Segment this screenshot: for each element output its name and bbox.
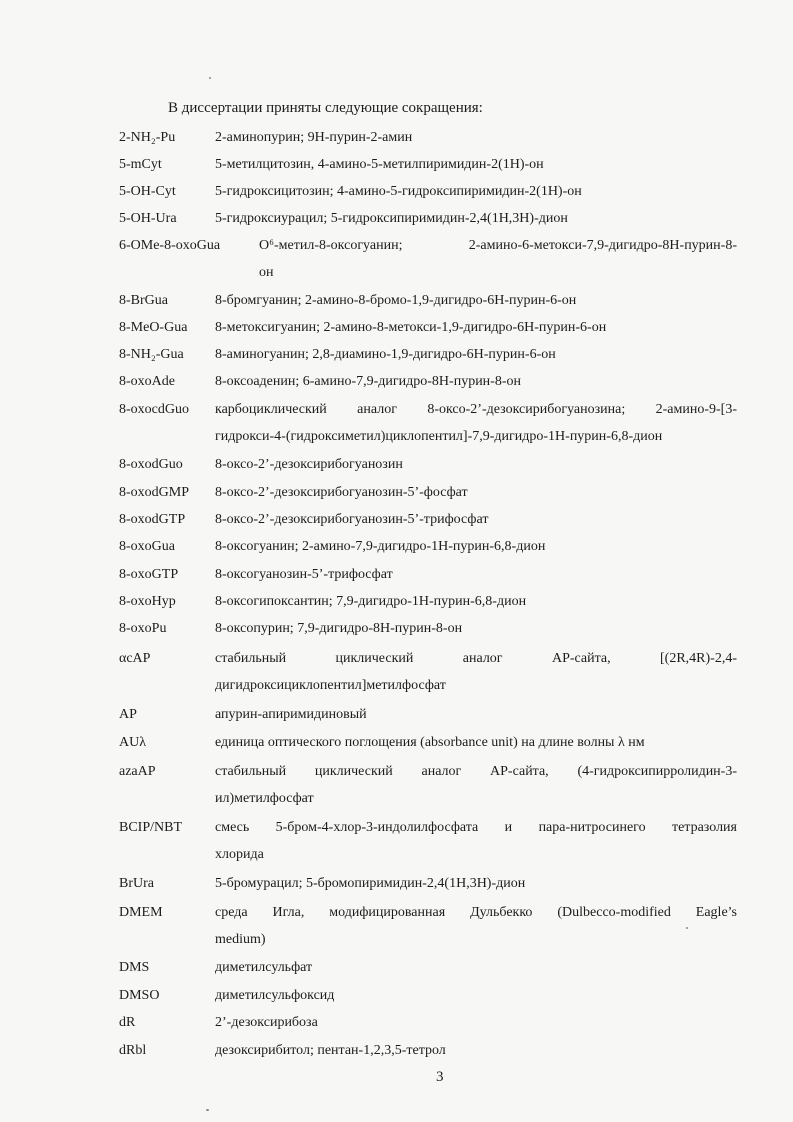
abbreviation-definition: 2’-дезоксирибоза	[215, 1015, 318, 1030]
abbreviation-term: 8-oxoHyp	[119, 594, 176, 609]
abbreviation-term: BrUra	[119, 876, 154, 891]
abbreviation-term: 8-oxodGMP	[119, 485, 190, 500]
scan-speck	[686, 927, 688, 929]
abbreviation-term: 6-OMe-8-oxoGua	[119, 238, 221, 253]
abbreviation-definition: апурин-апиримидиновый	[215, 707, 367, 722]
definition-continuation: ил)метилфосфат	[215, 791, 314, 806]
definition-line: O⁶-метил-8-оксогуанин; 2-амино-6-метокси-7,9-дигидро-8H-пурин-8-	[259, 238, 737, 253]
abbreviation-term: dRbl	[119, 1043, 147, 1058]
definition-continuation: medium)	[215, 932, 266, 947]
abbreviation-term: AUλ	[119, 735, 147, 750]
page-number: 3	[436, 1069, 444, 1085]
abbreviation-term: αcAP	[119, 651, 151, 666]
definition-continuation: гидрокси-4-(гидроксиметил)циклопентил]-7,9-дигидро-1H-пурин-6,8-дион	[215, 429, 663, 444]
abbreviation-term: azaAP	[119, 764, 156, 779]
abbreviation-definition: дезоксирибитол; пентан-1,2,3,5-тетрол	[215, 1043, 446, 1058]
abbreviation-definition: 8-бромгуанин; 2-амино-8-бромо-1,9-дигидро-6H-пурин-6-он	[215, 293, 577, 308]
definition-continuation: хлорида	[215, 847, 264, 862]
abbreviation-definition: 8-оксогипоксантин; 7,9-дигидро-1H-пурин-6,8-дион	[215, 594, 527, 609]
abbreviation-term: AP	[119, 707, 137, 722]
abbreviation-definition	[215, 396, 737, 450]
abbreviation-definition: диметилсульфоксид	[215, 988, 335, 1003]
scan-speck	[206, 1109, 209, 1111]
abbreviation-term: 8-oxoGTP	[119, 567, 179, 582]
definition-continuation: дигидроксициклопентил]метилфосфат	[215, 678, 446, 693]
abbreviation-definition: 8-оксо-2’-дезоксирибогуанозин-5’-фосфат	[215, 485, 468, 500]
abbreviation-term: 8-NH₂-Gua	[119, 347, 184, 362]
abbreviation-term: 8-oxodGTP	[119, 512, 186, 527]
abbreviation-definition: 8-оксопурин; 7,9-дигидро-8H-пурин-8-он	[215, 621, 463, 636]
definition-line: карбоциклический аналог 8-оксо-2’-дезоксирибогуанозина; 2-амино-9-[3-	[215, 402, 737, 417]
abbreviation-definition: 8-оксоаденин; 6-амино-7,9-дигидро-8H-пурин-8-он	[215, 374, 521, 389]
abbreviation-definition: 5-бромурацил; 5-бромопиримидин-2,4(1H,3H)-дион	[215, 876, 526, 891]
abbreviation-definition: 5-гидроксицитозин; 4-амино-5-гидроксипиримидин-2(1H)-он	[215, 184, 582, 199]
abbreviation-definition: диметилсульфат	[215, 960, 313, 975]
abbreviation-term: BCIP/NBT	[119, 820, 183, 835]
abbreviation-definition: 5-метилцитозин, 4-амино-5-метилпиримидин-2(1H)-он	[215, 157, 544, 172]
abbreviation-definition	[259, 232, 737, 286]
abbreviation-definition	[215, 899, 737, 953]
abbreviation-definition: 8-оксогуанозин-5’-трифосфат	[215, 567, 393, 582]
abbreviation-term: DMSO	[119, 988, 160, 1003]
abbreviation-definition: 8-аминогуанин; 2,8-диамино-1,9-дигидро-6H-пурин-6-он	[215, 347, 556, 362]
abbreviation-definition	[215, 758, 737, 812]
abbreviation-definition	[215, 645, 737, 699]
abbreviation-term: 8-oxoGua	[119, 539, 175, 554]
abbreviation-term: 8-BrGua	[119, 293, 168, 308]
scan-speck	[209, 77, 211, 79]
abbreviation-term: 2-NH₂-Pu	[119, 130, 176, 145]
abbreviation-term: 8-oxoAde	[119, 374, 175, 389]
abbreviation-term: 8-MeO-Gua	[119, 320, 188, 335]
abbreviation-term: 5-mCyt	[119, 157, 162, 172]
abbreviation-definition: 8-оксо-2’-дезоксирибогуанозин-5’-трифосфат	[215, 512, 489, 527]
abbreviation-term: 5-OH-Ura	[119, 211, 177, 226]
definition-line: стабильный циклический аналог AP-сайта, (4-гидроксипирролидин-3-	[215, 764, 737, 779]
abbreviation-definition: 2-аминопурин; 9H-пурин-2-амин	[215, 130, 413, 145]
abbreviations-heading: В диссертации приняты следующие сокращения:	[168, 100, 483, 116]
definition-line: стабильный циклический аналог AP-сайта, [(2R,4R)-2,4-	[215, 651, 737, 666]
abbreviation-definition: 5-гидроксиурацил; 5-гидроксипиримидин-2,4(1H,3H)-дион	[215, 211, 568, 226]
abbreviation-term: DMEM	[119, 905, 163, 920]
abbreviation-definition	[215, 814, 737, 868]
abbreviation-term: 5-OH-Cyt	[119, 184, 176, 199]
abbreviation-term: DMS	[119, 960, 150, 975]
abbreviation-definition: 8-метоксигуанин; 2-амино-8-метокси-1,9-дигидро-6H-пурин-6-он	[215, 320, 607, 335]
abbreviation-term: 8-oxoPu	[119, 621, 167, 636]
abbreviation-definition: единица оптического поглощения (absorbance unit) на длине волны λ нм	[215, 735, 645, 750]
definition-continuation: он	[259, 265, 274, 280]
abbreviation-term: 8-oxodGuo	[119, 457, 183, 472]
definition-line: смесь 5-бром-4-хлор-3-индолилфосфата и пара-нитросинего тетразолия	[215, 820, 737, 835]
abbreviation-definition: 8-оксогуанин; 2-амино-7,9-дигидро-1H-пурин-6,8-дион	[215, 539, 546, 554]
abbreviation-term: 8-oxocdGuo	[119, 402, 189, 417]
abbreviation-term: dR	[119, 1015, 136, 1030]
abbreviation-definition: 8-оксо-2’-дезоксирибогуанозин	[215, 457, 403, 472]
definition-line: среда Игла, модифицированная Дульбекко (Dulbecco-modified Eagle’s	[215, 905, 737, 920]
